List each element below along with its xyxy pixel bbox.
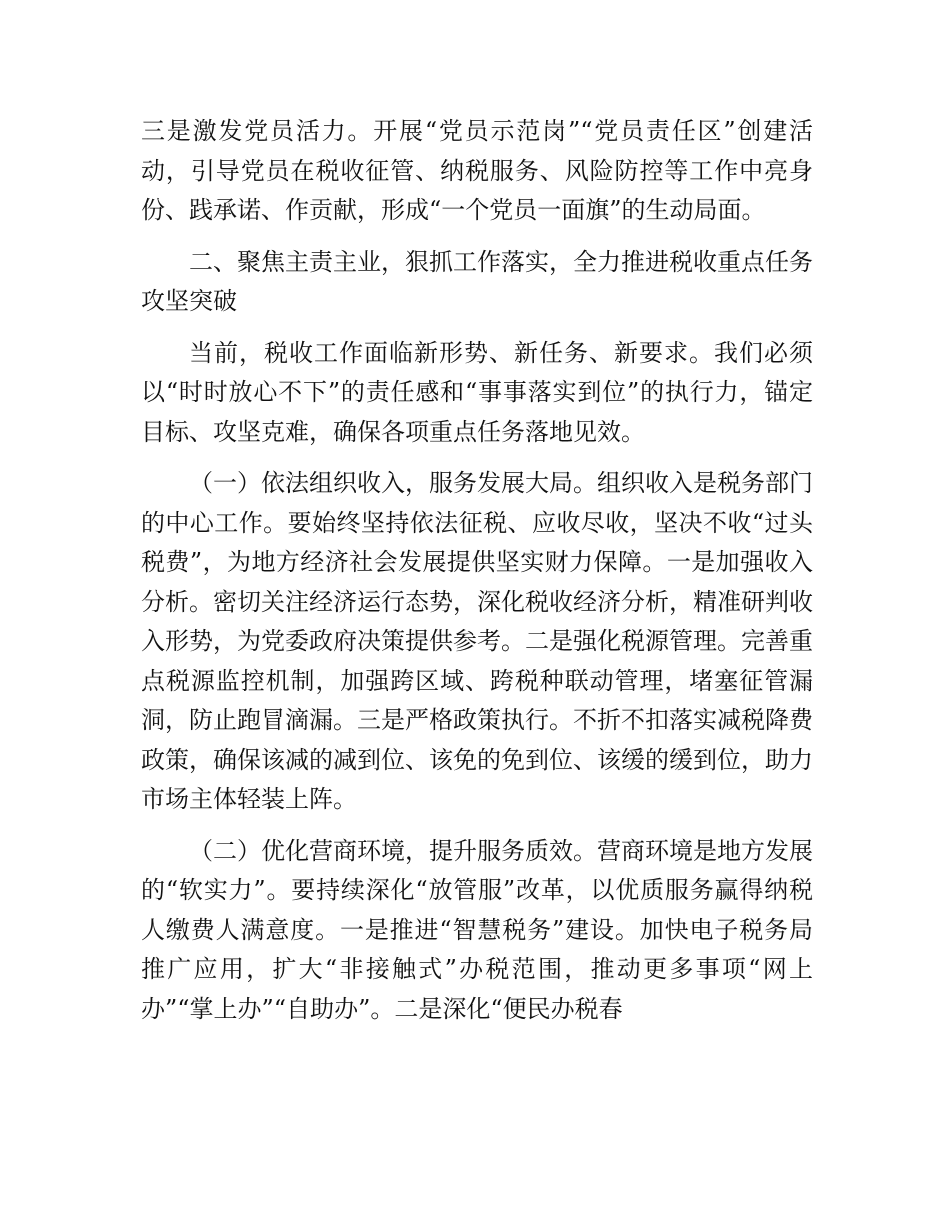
paragraph-business-environment: （二）优化营商环境，提升服务质效。营商环境是地方发展的“软实力”。要持续深化“放管服”改革，以优质服务赢得纳税人缴费人满意度。一是推进“智慧税务”建设。加快电子税务局推广应用，扩大“非接触式”办税范围，推动更多事项“网上办”“掌上办”“自助办”。二是深化“便民办税春 (141, 836, 813, 1023)
paragraph-organize-revenue: （一）依法组织收入，服务发展大局。组织收入是税务部门的中心工作。要始终坚持依法征税、应收尽收，坚决不收“过头税费”，为地方经济社会发展提供坚实财力保障。一是加强收入分析。密切关注经济运行态势，深化税收经济分析，精准研判收入形势，为党委政府决策提供参考。二是强化税源管理。完善重点税源监控机制，加强跨区域、跨税种联动管理，堵塞征管漏洞，防止跑冒滴漏。三是严格政策执行。不折不扣落实减税降费政策，确保该减的减到位、该免的免到位、该缓的缓到位，助力市场主体轻装上阵。 (141, 469, 813, 813)
document-body (141, 112, 813, 1029)
paragraph-current-situation: 当前，税收工作面临新形势、新任务、新要求。我们必须以“时时放心不下”的责任感和“事事落实到位”的执行力，锚定目标、攻坚克难，确保各项重点任务落地见效。 (141, 338, 813, 446)
paragraph-party-member-vitality: 三是激发党员活力。开展“党员示范岗”“党员责任区”创建活动，引导党员在税收征管、纳税服务、风险防控等工作中亮身份、践承诺、作贡献，形成“一个党员一面旗”的生动局面。 (141, 117, 813, 224)
section-heading-two: 二、聚焦主责主业，狠抓工作落实，全力推进税收重点任务攻坚突破 (141, 247, 813, 315)
